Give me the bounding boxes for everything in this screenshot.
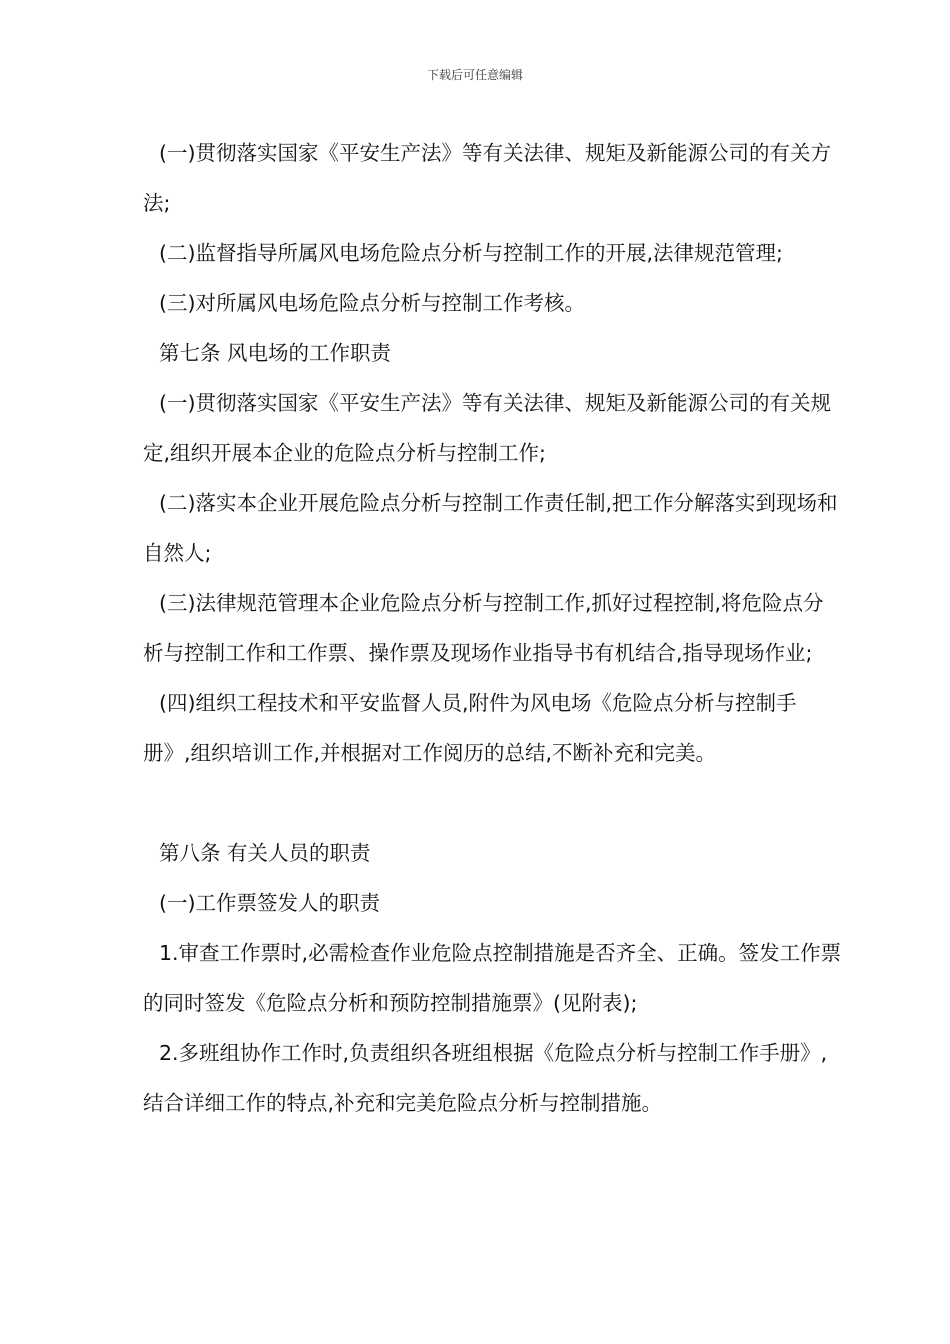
- paragraph-7: (三)法律规范管理本企业危险点分析与控制工作,抓好过程控制,将危险点分析与控制工作和工作票、操作票及现场作业指导书有机结合,指导现场作业;: [143, 591, 824, 665]
- paragraph-11: 1.审查工作票时,必需检查作业危险点控制措施是否齐全、正确。签发工作票的同时签发《危险点分析和预防控制措施票》(见附表);: [143, 941, 842, 1015]
- paragraph-10: (一)工作票签发人的职责: [159, 891, 380, 915]
- paragraph-2: (二)监督指导所属风电场危险点分析与控制工作的开展,法律规范管理;: [159, 241, 783, 265]
- paragraph-3: (三)对所属风电场危险点分析与控制工作考核。: [159, 291, 585, 315]
- paragraph-12: 2.多班组协作工作时,负责组织各班组根据《危险点分析与控制工作手册》,结合详细工作的特点,补充和完美危险点分析与控制措施。: [143, 1041, 828, 1115]
- paragraph-1: (一)贯彻落实国家《平安生产法》等有关法律、规矩及新能源公司的有关方法;: [143, 141, 831, 215]
- paragraph-5: (一)贯彻落实国家《平安生产法》等有关法律、规矩及新能源公司的有关规定,组织开展本企业的危险点分析与控制工作;: [143, 391, 831, 465]
- document-body: [143, 128, 843, 1128]
- paragraph-8: (四)组织工程技术和平安监督人员,附件为风电场《危险点分析与控制手册》,组织培训工作,并根据对工作阅历的总结,不断补充和完美。: [143, 691, 797, 765]
- page-header: 下载后可任意编辑: [426, 68, 523, 82]
- article-7-heading: 第七条 风电场的工作职责: [159, 341, 392, 365]
- blank-line: [143, 778, 843, 828]
- paragraph-6: (二)落实本企业开展危险点分析与控制工作责任制,把工作分解落实到现场和自然人;: [143, 491, 838, 565]
- article-8-heading: 第八条 有关人员的职责: [159, 841, 371, 865]
